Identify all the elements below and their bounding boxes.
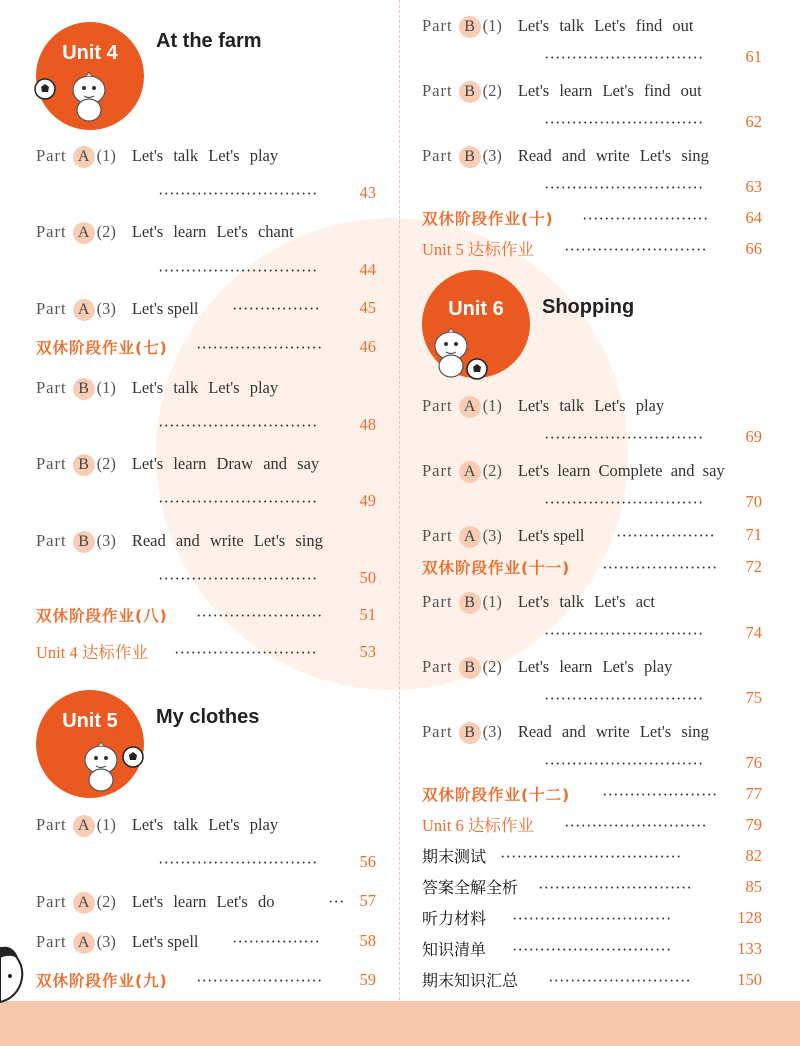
- part-letter-badge: A: [73, 222, 95, 244]
- page-number[interactable]: 48: [359, 415, 376, 434]
- part-label: Part: [36, 892, 67, 911]
- entry-title: Let's talk Let's play: [131, 146, 279, 165]
- leader-dots: ·····························: [512, 940, 672, 959]
- leader-dots: ··························: [564, 240, 707, 259]
- leader-dots: ···: [328, 892, 345, 911]
- toc-entry[interactable]: [36, 298, 199, 321]
- entry-title: Let's spell: [131, 932, 199, 951]
- appendix-entry[interactable]: 知识清单: [422, 940, 487, 959]
- toc-entry[interactable]: [36, 453, 319, 476]
- toc-entry[interactable]: [422, 721, 709, 744]
- unit-5-label: Unit 5: [62, 710, 118, 732]
- page-number[interactable]: 85: [745, 877, 762, 896]
- part-letter-badge: A: [459, 461, 481, 483]
- toc-entry[interactable]: [36, 145, 278, 168]
- leader-dots: ··························: [548, 971, 691, 990]
- page-number[interactable]: 69: [745, 427, 762, 446]
- part-number: (2): [482, 81, 502, 100]
- leader-dots: ·····························: [544, 624, 704, 643]
- part-number: (1): [96, 815, 116, 834]
- leader-dots: ·····························: [512, 909, 672, 928]
- page-number[interactable]: 150: [737, 970, 762, 989]
- dinosaur-mascot-icon: [66, 72, 112, 122]
- unit-4-label: Unit 4: [62, 42, 118, 64]
- part-number: (3): [96, 299, 116, 318]
- part-label: Part: [36, 454, 67, 473]
- part-number: (2): [482, 657, 502, 676]
- entry-title: Let's talk Let's play: [131, 815, 279, 834]
- part-letter-badge: B: [459, 657, 481, 679]
- page-number[interactable]: 45: [359, 298, 376, 317]
- part-number: (2): [96, 454, 116, 473]
- leader-dots: ·······················: [196, 971, 323, 990]
- page-number[interactable]: 51: [359, 605, 376, 624]
- part-letter-badge: A: [73, 932, 95, 954]
- leader-dots: ·····················: [602, 558, 718, 577]
- part-label: Part: [36, 932, 67, 951]
- toc-entry[interactable]: [36, 377, 278, 400]
- toc-entry[interactable]: [422, 525, 585, 548]
- unit-4-header: [36, 22, 396, 132]
- leader-dots: ··························: [174, 643, 317, 662]
- page-number[interactable]: 46: [359, 337, 376, 356]
- part-label: Part: [422, 146, 453, 165]
- part-label: Part: [36, 531, 67, 550]
- leader-dots: ·····························: [158, 853, 318, 872]
- leader-dots: ·····························: [544, 178, 704, 197]
- leader-dots: ·····················: [602, 785, 718, 804]
- part-label: Part: [422, 81, 453, 100]
- part-label: Part: [422, 722, 453, 741]
- page-number[interactable]: 62: [745, 112, 762, 131]
- leader-dots: ·····························: [158, 261, 318, 280]
- unit-5-title: My clothes: [156, 706, 260, 728]
- page-number[interactable]: 63: [745, 177, 762, 196]
- part-number: (2): [482, 461, 502, 480]
- leader-dots: ·····························: [544, 48, 704, 67]
- part-letter-badge: B: [459, 146, 481, 168]
- leader-dots: ················: [232, 932, 320, 951]
- entry-title: Let's learn Draw and say: [131, 454, 320, 473]
- page-number[interactable]: 66: [745, 239, 762, 258]
- column-divider: [399, 0, 400, 1000]
- unit-6-header: [422, 270, 782, 380]
- page-number[interactable]: 57: [359, 891, 376, 910]
- leader-dots: ··························: [564, 816, 707, 835]
- entry-title: Let's learn Let's do: [131, 892, 275, 911]
- part-letter-badge: A: [459, 396, 481, 418]
- weekend-homework-entry[interactable]: 双休阶段作业(八): [36, 607, 168, 625]
- toc-entry[interactable]: [422, 80, 702, 103]
- leader-dots: ·····························: [158, 416, 318, 435]
- part-number: (3): [482, 526, 502, 545]
- entry-title: Let's learn Complete and say: [517, 461, 725, 480]
- soccer-ball-icon: [466, 358, 488, 380]
- part-letter-badge: B: [459, 81, 481, 103]
- page-number[interactable]: 133: [737, 939, 762, 958]
- page-number[interactable]: 50: [359, 568, 376, 587]
- page-number[interactable]: 70: [745, 492, 762, 511]
- leader-dots: ·································: [500, 847, 682, 866]
- cartoon-head-icon: [0, 944, 30, 1004]
- page-number[interactable]: 58: [359, 931, 376, 950]
- part-letter-badge: B: [73, 454, 95, 476]
- weekend-homework-entry[interactable]: 双休阶段作业(十二): [422, 786, 571, 804]
- entry-title: Let's talk Let's find out: [517, 16, 694, 35]
- toc-entry[interactable]: [422, 395, 664, 418]
- dinosaur-mascot-icon: [78, 742, 124, 792]
- page-number[interactable]: 72: [745, 557, 762, 576]
- appendix-entry[interactable]: 期末知识汇总: [422, 971, 519, 990]
- leader-dots: ·····························: [158, 184, 318, 203]
- part-number: (1): [482, 592, 502, 611]
- entry-title: Let's learn Let's play: [517, 657, 673, 676]
- leader-dots: ·····························: [544, 428, 704, 447]
- appendix-entry[interactable]: 答案全解全析: [422, 878, 519, 897]
- page-number[interactable]: 49: [359, 491, 376, 510]
- weekend-homework-entry[interactable]: 双休阶段作业(九): [36, 972, 168, 990]
- part-letter-badge: A: [459, 526, 481, 548]
- entry-title: Let's learn Let's find out: [517, 81, 702, 100]
- page-number[interactable]: 74: [745, 623, 762, 642]
- part-number: (2): [96, 892, 116, 911]
- weekend-homework-entry[interactable]: 双休阶段作业(七): [36, 339, 168, 357]
- page-number[interactable]: 56: [359, 852, 376, 871]
- appendix-entry[interactable]: 听力材料: [422, 909, 487, 928]
- part-letter-badge: A: [73, 892, 95, 914]
- page-number[interactable]: 128: [737, 908, 762, 927]
- part-number: (1): [96, 146, 116, 165]
- part-letter-badge: A: [73, 815, 95, 837]
- page-number[interactable]: 82: [745, 846, 762, 865]
- toc-entry[interactable]: [422, 591, 655, 614]
- entry-title: Let's talk Let's act: [517, 592, 655, 611]
- leader-dots: ·····························: [544, 754, 704, 773]
- part-letter-badge: A: [73, 146, 95, 168]
- part-label: Part: [422, 657, 453, 676]
- toc-entry[interactable]: [36, 221, 294, 244]
- toc-entry[interactable]: [36, 891, 274, 914]
- part-label: Part: [422, 526, 453, 545]
- entry-title: Read and write Let's sing: [517, 722, 709, 741]
- unit-6-label: Unit 6: [448, 298, 504, 320]
- toc-entry[interactable]: [422, 15, 694, 38]
- appendix-entry[interactable]: 期末测试: [422, 847, 487, 866]
- entry-title: Let's spell: [131, 299, 199, 318]
- unit-5-header: [36, 690, 396, 800]
- toc-entry[interactable]: [422, 145, 709, 168]
- part-number: (3): [96, 932, 116, 951]
- page-number[interactable]: 64: [745, 208, 762, 227]
- leader-dots: ·····························: [544, 113, 704, 132]
- weekend-homework-entry[interactable]: 双休阶段作业(十一): [422, 559, 571, 577]
- soccer-ball-icon: [34, 78, 56, 100]
- part-label: Part: [36, 299, 67, 318]
- part-label: Part: [36, 146, 67, 165]
- part-letter-badge: B: [459, 722, 481, 744]
- unit-6-title: Shopping: [542, 296, 635, 318]
- bottom-band: [0, 1001, 800, 1046]
- part-label: Part: [36, 378, 67, 397]
- part-number: (2): [96, 222, 116, 241]
- unit-test-entry[interactable]: Unit 4 达标作业: [36, 643, 148, 662]
- part-letter-badge: B: [459, 592, 481, 614]
- leader-dots: ·····························: [158, 492, 318, 511]
- toc-entry[interactable]: [422, 656, 672, 679]
- part-label: Part: [422, 16, 453, 35]
- unit-4-title: At the farm: [156, 30, 262, 52]
- entry-title: Let's talk Let's play: [517, 396, 665, 415]
- leader-dots: ·····························: [544, 689, 704, 708]
- page-number[interactable]: 59: [359, 970, 376, 989]
- toc-entry[interactable]: [36, 530, 323, 553]
- leader-dots: ·····························: [158, 569, 318, 588]
- entry-title: Read and write Let's sing: [131, 531, 323, 550]
- unit-test-entry[interactable]: Unit 5 达标作业: [422, 240, 534, 259]
- leader-dots: ·······················: [196, 338, 323, 357]
- page-number[interactable]: 76: [745, 753, 762, 772]
- entry-title: Let's spell: [517, 526, 585, 545]
- toc-entry[interactable]: [36, 931, 199, 954]
- part-label: Part: [36, 222, 67, 241]
- part-label: Part: [36, 815, 67, 834]
- part-number: (1): [96, 378, 116, 397]
- entry-title: Read and write Let's sing: [517, 146, 709, 165]
- soccer-ball-icon: [122, 746, 144, 768]
- page-number[interactable]: 77: [745, 784, 762, 803]
- part-number: (3): [482, 146, 502, 165]
- leader-dots: ·······················: [196, 606, 323, 625]
- leader-dots: ·······················: [582, 209, 709, 228]
- part-letter-badge: B: [459, 16, 481, 38]
- page-number[interactable]: 71: [745, 525, 762, 544]
- page-number[interactable]: 43: [359, 183, 376, 202]
- part-label: Part: [422, 592, 453, 611]
- page-number[interactable]: 79: [745, 815, 762, 834]
- leader-dots: ·····························: [544, 493, 704, 512]
- part-letter-badge: B: [73, 378, 95, 400]
- weekend-homework-entry[interactable]: 双休阶段作业(十): [422, 210, 554, 228]
- toc-entry[interactable]: [36, 814, 278, 837]
- part-letter-badge: A: [73, 299, 95, 321]
- page-number[interactable]: 61: [745, 47, 762, 66]
- leader-dots: ················: [232, 299, 320, 318]
- part-number: (1): [482, 16, 502, 35]
- page-number[interactable]: 75: [745, 688, 762, 707]
- toc-entry[interactable]: [422, 460, 725, 483]
- part-number: (3): [482, 722, 502, 741]
- leader-dots: ··················: [616, 526, 715, 545]
- page-number[interactable]: 53: [359, 642, 376, 661]
- unit-test-entry[interactable]: Unit 6 达标作业: [422, 816, 534, 835]
- part-number: (3): [96, 531, 116, 550]
- part-label: Part: [422, 461, 453, 480]
- entry-title: Let's learn Let's chant: [131, 222, 294, 241]
- part-label: Part: [422, 396, 453, 415]
- entry-title: Let's talk Let's play: [131, 378, 279, 397]
- leader-dots: ····························: [538, 878, 692, 897]
- page-number[interactable]: 44: [359, 260, 376, 279]
- part-number: (1): [482, 396, 502, 415]
- part-letter-badge: B: [73, 531, 95, 553]
